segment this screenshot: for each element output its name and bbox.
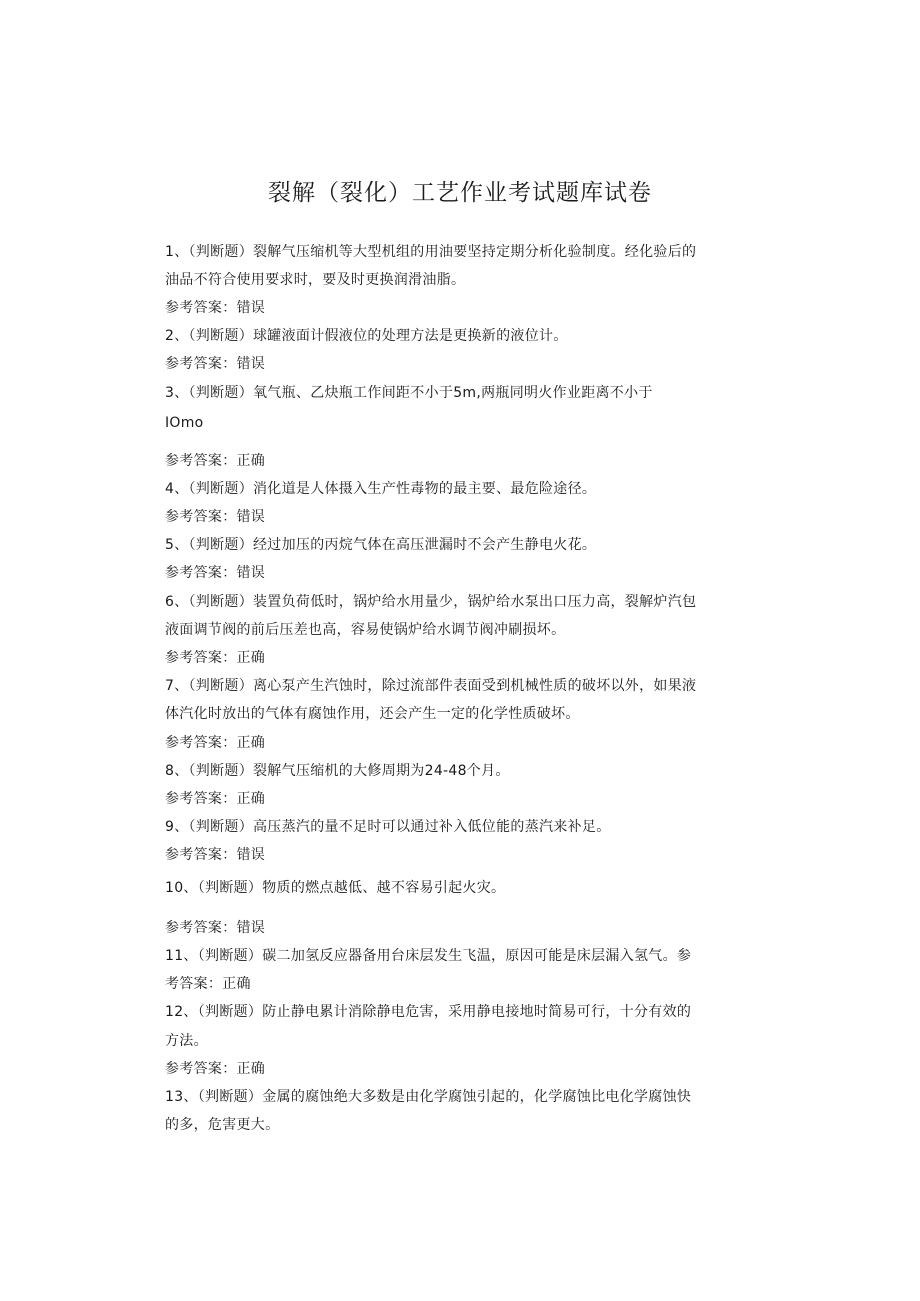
question-3-line-2: IOmo	[165, 415, 204, 431]
question-11-line-2: 考答案：正确	[165, 976, 251, 992]
answer-5: 参考答案：错误	[165, 565, 266, 581]
answer-9: 参考答案：错误	[165, 847, 266, 863]
question-1-line-2: 油品不符合使用要求时，要及时更换润滑油脂。	[165, 272, 466, 288]
question-12-line-2: 方法。	[165, 1033, 208, 1049]
question-1-line-1: 1、（判断题）裂解气压缩机等大型机组的用油要坚持定期分析化验制度。经化验后的	[165, 244, 697, 260]
question-7-line-1: 7、（判断题）离心泵产生汽蚀时，除过流部件表面受到机械性质的破坏以外，如果液	[165, 678, 697, 694]
question-10: 10、（判断题）物质的燃点越低、越不容易引起火灾。	[165, 880, 506, 896]
question-9: 9、（判断题）高压蒸汽的量不足时可以通过补入低位能的蒸汽来补足。	[165, 819, 611, 835]
question-6-line-2: 液面调节阀的前后压差也高，容易使锅炉给水调节阀冲刷损坏。	[165, 622, 566, 638]
question-13-line-2: 的多，危害更大。	[165, 1117, 280, 1133]
question-3-line-1: 3、（判断题）氧气瓶、乙炔瓶工作间距不小于5m,两瓶同明火作业距离不小于	[165, 385, 653, 401]
question-7-line-2: 体汽化时放出的气体有腐蚀作用，还会产生一定的化学性质破坏。	[165, 706, 580, 722]
question-11-line-1: 11、（判断题）碳二加氢反应器备用台床层发生飞温，原因可能是床层漏入氢气。参	[165, 948, 692, 964]
answer-3: 参考答案：正确	[165, 453, 266, 469]
answer-10: 参考答案：错误	[165, 920, 266, 936]
answer-8: 参考答案：正确	[165, 791, 266, 807]
question-2: 2、（判断题）球罐液面计假液位的处理方法是更换新的液位计。	[165, 328, 568, 344]
question-6-line-1: 6、（判断题）装置负荷低时，锅炉给水用量少，锅炉给水泵出口压力高，裂解炉汽包	[165, 594, 697, 610]
question-12-line-1: 12、（判断题）防止静电累计消除静电危害，采用静电接地时简易可行，十分有效的	[165, 1004, 692, 1020]
question-13-line-1: 13、（判断题）金属的腐蚀绝大多数是由化学腐蚀引起的，化学腐蚀比电化学腐蚀快	[165, 1089, 692, 1105]
question-8: 8、（判断题）裂解气压缩机的大修周期为24-48个月。	[165, 763, 510, 779]
question-5: 5、（判断题）经过加压的丙烷气体在高压泄漏时不会产生静电火花。	[165, 537, 597, 553]
answer-7: 参考答案：正确	[165, 735, 266, 751]
answer-2: 参考答案：错误	[165, 356, 266, 372]
answer-6: 参考答案：正确	[165, 650, 266, 666]
answer-1: 参考答案：错误	[165, 300, 266, 316]
answer-12: 参考答案：正确	[165, 1061, 266, 1077]
question-4: 4、（判断题）消化道是人体摄入生产性毒物的最主要、最危险途径。	[165, 481, 597, 497]
page-title: 裂解（裂化）工艺作业考试题库试卷	[268, 180, 652, 206]
answer-4: 参考答案：错误	[165, 509, 266, 525]
